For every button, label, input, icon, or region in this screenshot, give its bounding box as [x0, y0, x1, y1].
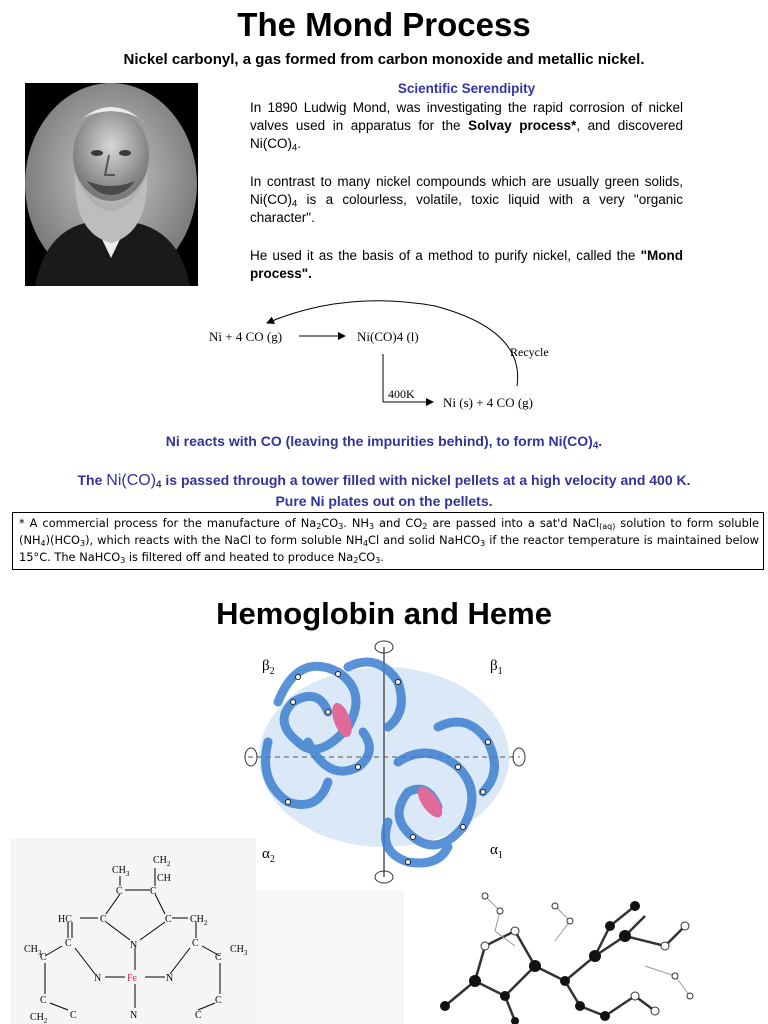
heme-c-9: C — [40, 995, 47, 1006]
paragraph-discovery: In 1890 Ludwig Mond, was investigating the rapid corrosion of nickel valves used in apparatus for the Solvay process*, and discovered $Ni(CO)_4$. — [250, 100, 684, 154]
heme-ch3-right: $CH_3$ — [230, 944, 248, 957]
reactants-label: Ni + 4 CO (g) — [209, 329, 283, 344]
heme-c-3: C — [100, 914, 107, 925]
heme-fe: Fe — [127, 973, 137, 984]
heme-n-right: N — [166, 973, 174, 984]
product-label: Ni(CO)4 (l) — [357, 329, 419, 344]
heme-n-top: N — [130, 940, 138, 951]
heme-structure-diagram — [10, 838, 256, 1024]
heme-ch: CH — [157, 873, 171, 884]
reaction-summary: Ni reacts with CO (leaving the impurities behind), to form $Ni(CO)_4$. — [165, 433, 603, 452]
heme-c-4: C — [165, 914, 172, 925]
paragraph-properties: In contrast to many nickel compounds which are usually green solids, $Ni(CO)_4$ is a colourless, volatile, toxic liquid with a very "organic character". — [250, 174, 683, 225]
heme-c-11: C — [70, 1010, 77, 1021]
heme-c-1: C — [116, 886, 123, 897]
hemoglobin-structure-image — [238, 632, 530, 887]
temperature-label: 400K — [388, 387, 415, 401]
heme-c-8: C — [215, 952, 222, 963]
alpha1-label: $\alpha_1$ — [490, 842, 503, 861]
heme-c-6: C — [192, 938, 199, 949]
section-heading: Scientific Serendipity — [397, 81, 536, 96]
heme-n-bottom: N — [130, 1010, 138, 1021]
page-title: The Mond Process — [237, 6, 531, 43]
heme-n-left: N — [94, 973, 102, 984]
heme-c-12: C — [195, 1010, 202, 1021]
paragraph-method: He used it as the basis of a method to purify nickel, called the "Mond process". — [250, 248, 683, 281]
solvay-footnote: * A commercial process for the manufacture of $Na_2CO_3$. $NH_3$ and $CO_2$ are passed into a sat'd NaCl$_{(aq)}$ solution to form soluble $(NH_4)(HCO_3)$, which reacts with the NaCl to form soluble $NH_4Cl$ and solid NaHCO$_3$ if the reactor temperature is maintained below 15°C. The NaHCO$_3$ is filtered off and heated to produce $Na_2CO_3$. — [12, 512, 764, 570]
recycle-label: Recycle — [510, 345, 549, 359]
heme-hc: HC — [58, 914, 72, 925]
beta2-label: $\beta_2$ — [262, 658, 275, 677]
mond-reaction-diagram — [195, 290, 575, 415]
ludwig-mond-portrait — [25, 83, 198, 286]
plating-description: Pure Ni plates out on the pellets. — [275, 493, 493, 509]
decomposition-products-label: Ni (s) + 4 CO (g) — [443, 395, 534, 410]
heme-c-10: C — [215, 995, 222, 1006]
heme-ch3-top: $CH_3$ — [112, 865, 130, 878]
alpha2-label: $\alpha_2$ — [262, 846, 275, 865]
heme-ch2-right: $CH_2$ — [190, 914, 208, 927]
heme-ch3-left: $CH_3$ — [24, 944, 42, 957]
tower-description: The $Ni(CO)_4$ is passed through a tower filled with nickel pellets at a high velocity and 400 K. — [77, 472, 691, 491]
heme-c-2: C — [150, 886, 157, 897]
beta1-label: $\beta_1$ — [490, 658, 503, 677]
heme-ch2-top: $CH_2$ — [153, 855, 171, 868]
blank-panel — [256, 890, 404, 1024]
heme-ball-and-stick-model — [405, 886, 705, 1024]
subtitle: Nickel carbonyl, a gas formed from carbon monoxide and metallic nickel. — [123, 51, 645, 68]
heme-ch2-bottom: $CH_2$ — [30, 1012, 48, 1024]
section-title-hemoglobin: Hemoglobin and Heme — [216, 596, 552, 631]
heme-c-5: C — [65, 938, 72, 949]
heme-c-7: C — [40, 952, 47, 963]
